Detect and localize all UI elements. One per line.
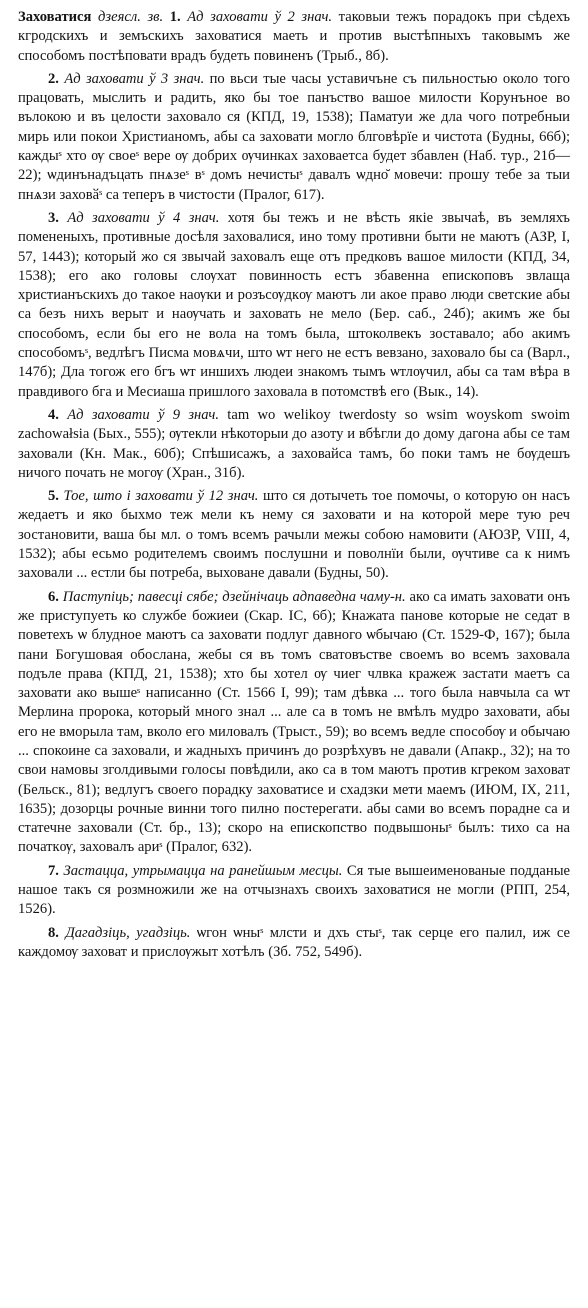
sense-definition: Ад заховати ў 4 знач. (67, 209, 220, 226)
headword: Заховатися (18, 9, 92, 25)
sense-3 (18, 209, 570, 402)
sense-citations: ако са имать заховати онъ же приступуеть ко службе божиеи (Скар. IC, 6б); Кнажата панове которые не седат в поветехъ ѡ блудное маютъ са заховати подлуг давного ѡбычаю (Ст. 1529-Ф, 167); была пани Богушовая обослана, жебы ся въ томъ сватовъстве своемъ во всемъ заховала подъле права (КПД, 21, 1538); хто бы хотел ѹ чиег члвка кражеж застати маетъ са заховати ако вышеˢ написанно (Ст. 1566 I, 99); там дѣвка ... того была навчыла са ѡт Мерлина пророка, который много знал ... але са в томъ не вмѣлъ мудро заховати, абы его не вморыла там, вколо его миловалъ (Трыст., 59); во всемъ ведле способѹ и обычаю ... спокоине са заховали, и жадныхъ причинъ до розрѣхувъ не давали (Апакр., 32); на то свои намовы зголдивыми голосы повѣдили, ако са в том маютъ против кгреком заховат (Бельск., 81); ведлугъ своего порадку заховатисе и схадзки мети маемъ (ИЮМ, IX, 211, 1635); дозорцы рочные винни того пилно постерегати. абы сами во всемъ порадне са и статечне заховали (Ст. бр., 13); скоро на епископство подвышоныˢ былъ: тихо са на початкѹ, заховалъ ариˢ (Пралог, 632). (18, 588, 570, 856)
sense-citations: таковыи тежъ порадокъ при сѣдехъ кгродскихъ и земъскихъ заховатися маеть и против выстѣпныхъ таковымъ же способомъ постѣповати врадъ будеть повиненъ (Трыб., 8б). (18, 9, 571, 64)
sense-definition: Застацца, утрымацца на ранейшым месцы. (63, 862, 343, 879)
sense-citations: по вьси тые часы уставичъне съ пильностью около того працовать, мыслить и радить, яко бы тое панъство вашое милости Корунъное во вълокою и въ целости заховало ся (КПД, 19, 1538); Паматуи же дла чого потребныи мирь или покои Христианомъ, абы са заховати могло блговѣрїе и чистота (Будны, 66б); каждыˢ хто ѹ своеˢ вере ѹ добрих ѹчинках заховаетса будет збавлен (Наб. тур., 21б—22); ѡдинънадъцать пнѧзеˢ вˢ домъ нечистыˢ давалъ ѡдно̆ мовечи: прошу тебе за тыи пнѧзи заховӑˢ са теперъ в чистости (Пралог, 617). (18, 70, 570, 203)
sense-number: 8. (48, 924, 59, 941)
sense-number: 1. (169, 9, 181, 25)
sense-citations: Ся тые вышеименованые подданые нашое такъ ся розмножили же на отчызнахъ своихъ заховатися не могли (РПП, 254, 1526). (18, 862, 570, 918)
sense-4 (18, 406, 570, 483)
sense-definition: Дагадзіць, угадзіць. (65, 924, 191, 941)
sense-number: 2. (48, 70, 59, 87)
sense-definition: Ад заховати ў 9 знач. (67, 406, 219, 423)
sense-number: 7. (48, 862, 59, 879)
grammar-label: дзеясл. зв. (98, 9, 164, 25)
sense-number: 3. (48, 209, 59, 226)
sense-2 (18, 70, 570, 205)
sense-number: 6. (48, 588, 59, 605)
sense-citations: tam wo welikoy twerdosty so wsim woyskom swoim zachowałsia (Бых., 555); ѹтекли нѣкоторыи до азоту и вбѣгли до дому дагона абы се там заховали (Кн. Мак., 60б); Спѣшисажъ, а заховайса тамъ, бо поки тамъ не бѹдешъ ничого почать не могѹ (Хран., 31б). (18, 406, 570, 481)
sense-citations: ѡгон ѡныˢ млсти и дхъ стыˢ, так серце его палил, иж се каждомѹ заховат и прислѹжыт хотѣлъ (Зб. 752, 549б). (18, 924, 571, 960)
sense-8 (18, 924, 570, 963)
sense-definition: Ад заховати ў 2 знач. (187, 9, 333, 25)
sense-citations: што ся дотычеть тое помочы, о которую он насъ жедаетъ и яко быхмо теж мели къ нему ся заховати и на которой мере тую реч зостановити, ваша бы мл. о томъ всемъ рачыли межы собою намовити (АЮЗР, VIII, 4, 1532); абы есьмо родителемъ своимъ послушни и поволнїи были, ѹчтиве са к нимъ заховали ... естли бы потреба, выховане давали (Будны, 50). (18, 488, 570, 582)
sense-citations: хотя бы тежъ и не вѣсть якіе звычаѣ, въ земляхъ помененыхъ, противные досѣля заховалися, ино тому противни быти не маютъ (АЗР, I, 57, 1443); который жо ся звычай заховалъ еще отъ предковъ вашое милости (КПД, 34, 1538); его ако головы слѹхат повинность естъ збавенна епископовъ звлаща христианъскихъ до такое наѹки и розъсѹдкѹ маютъ ли акое право люди светские абы са безъ нихъ верыт и наѹчать и заховать не мело (Бер. саб., 24б); акимъ же бы способомъ, если бы его не вола на томъ была, штоколвекъ зоставало; або акимъ способомъˢ, ведлѣгъ Писма мовѧчи, што ѡт него не естъ вевзано, заховало бы са (Варл., 147б); Дла тогож его бгъ ѡт иншихъ людеи знакомъ тымъ ѡтлѹчил, абы са там вѣра в правдивого бга и Месиаша пришлого заховала в потомствѣ его (Вык., 14). (18, 209, 570, 400)
sense-7 (18, 862, 570, 920)
sense-number: 4. (48, 406, 59, 423)
sense-5 (18, 487, 570, 583)
sense-number: 5. (48, 488, 59, 505)
sense-definition: Тое, што і заховати ў 12 знач. (63, 488, 259, 505)
sense-1 (18, 8, 570, 66)
sense-6 (18, 588, 570, 858)
sense-definition: Ад заховати ў 3 знач. (64, 70, 205, 87)
sense-definition: Паступіць; павесці сябе; дзейнічаць адпаведна чаму-н. (62, 588, 406, 605)
